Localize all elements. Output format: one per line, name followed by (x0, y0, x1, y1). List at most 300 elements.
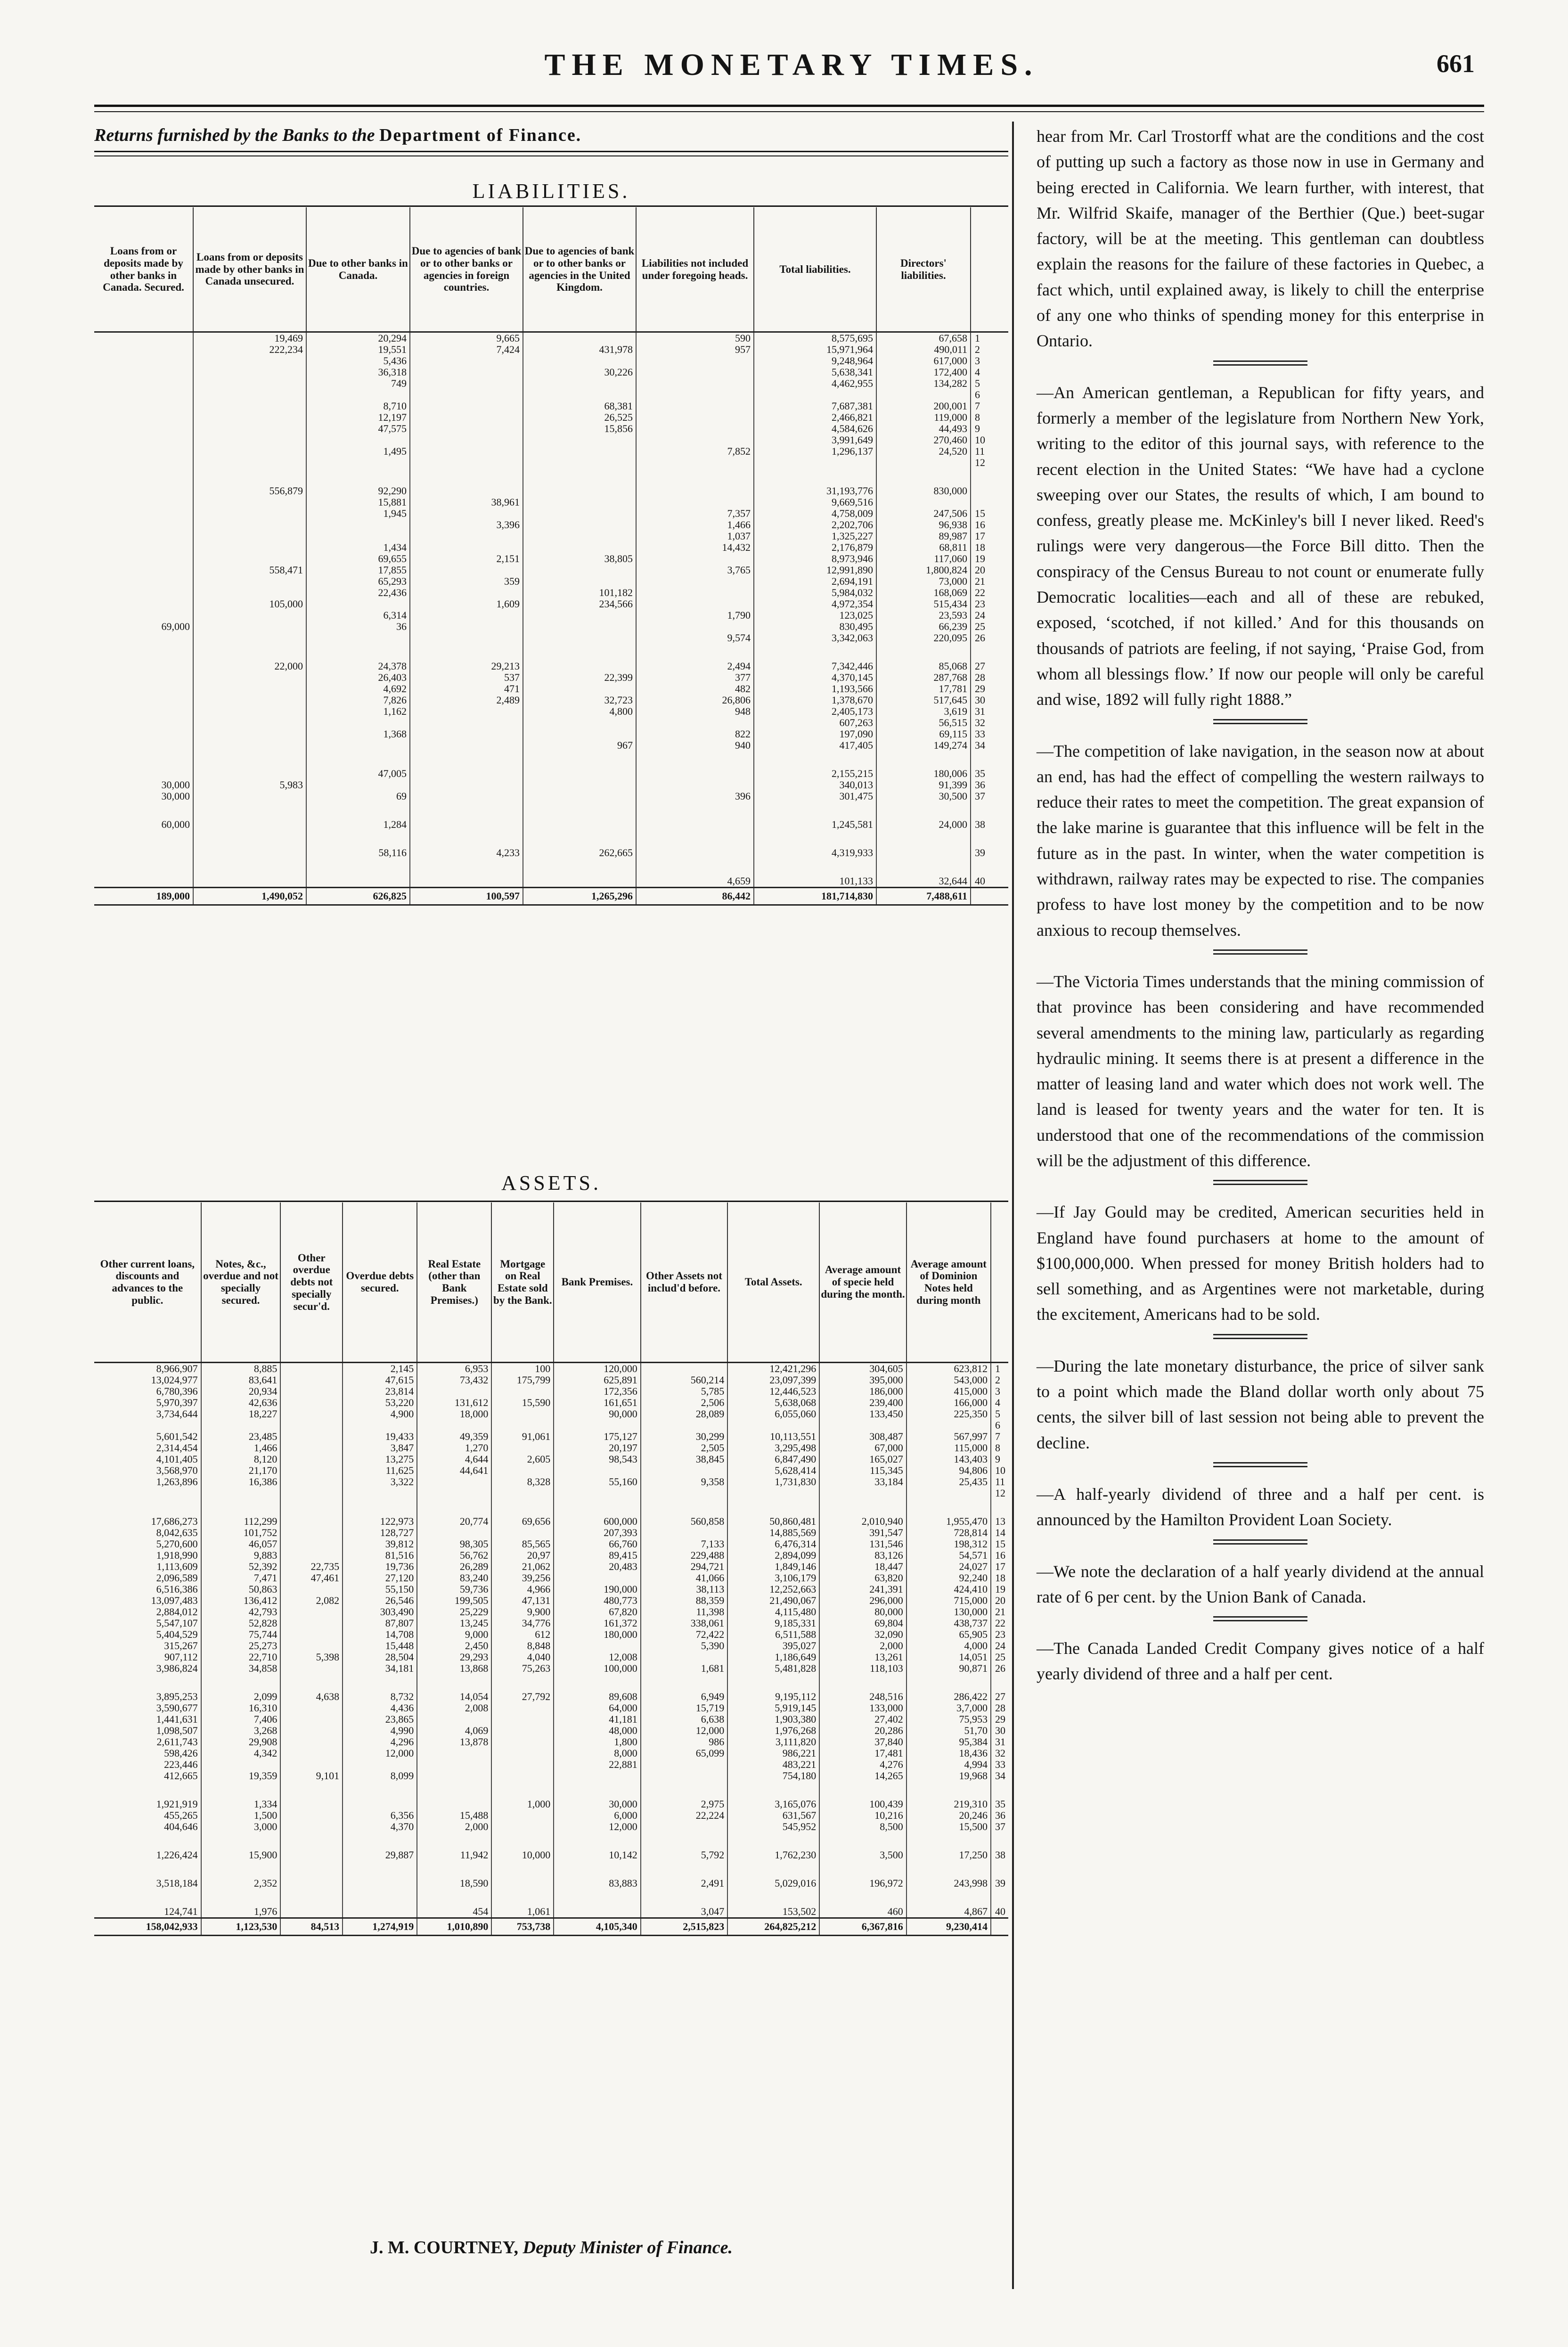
table-row (94, 1488, 1008, 1499)
value-cell (280, 1584, 343, 1595)
value-cell (410, 508, 523, 519)
table-row (94, 1550, 1008, 1561)
value-cell (280, 1386, 343, 1397)
spacer-cell (523, 859, 636, 875)
value-cell (193, 519, 306, 531)
signature-name: J. M. COURTNEY, (370, 2238, 519, 2257)
table-row (94, 695, 1008, 706)
value-cell: 36 (306, 621, 410, 632)
value-cell: 5,628,414 (727, 1465, 819, 1476)
value-cell: 5,983 (193, 779, 306, 791)
spacer-cell (306, 468, 410, 485)
row-number: 26 (971, 632, 1008, 644)
value-cell: 25,229 (417, 1606, 491, 1618)
value-cell (280, 1906, 343, 1918)
spacer-cell (727, 1674, 819, 1691)
value-cell: 6,356 (343, 1810, 417, 1821)
row-number: 36 (971, 779, 1008, 791)
spacer-cell (306, 802, 410, 819)
value-cell (410, 728, 523, 740)
value-cell (554, 1465, 641, 1476)
value-cell (306, 531, 410, 542)
value-cell: 907,112 (164, 1652, 198, 1663)
value-cell (193, 401, 306, 412)
value-cell: 13,261 (819, 1652, 906, 1663)
value-cell (410, 531, 523, 542)
row-number: 4 (971, 367, 1008, 378)
spacer-cell (971, 859, 1008, 875)
value-cell: 8,575,695 (754, 332, 876, 344)
value-cell (343, 1420, 417, 1431)
table-row (94, 1454, 1008, 1465)
row-number: 30 (971, 695, 1008, 706)
table-row (94, 1725, 1008, 1736)
value-cell: 3,322 (343, 1476, 417, 1488)
row-number: 5 (991, 1408, 1008, 1420)
paragraph-separator (1213, 1462, 1307, 1467)
value-cell (193, 847, 306, 859)
value-cell (410, 819, 523, 830)
table-row (94, 1821, 1008, 1832)
spacer-cell (636, 830, 754, 847)
value-cell: 5,984,032 (754, 587, 876, 598)
value-cell: 130,000 (906, 1606, 991, 1618)
table-row (94, 1386, 1008, 1397)
spacer-cell (727, 1889, 819, 1906)
value-cell (193, 632, 306, 644)
value-cell: 2,466,821 (754, 412, 876, 423)
value-cell (491, 1408, 554, 1420)
value-cell: 7,471 (201, 1572, 281, 1584)
table-row (94, 332, 1008, 344)
value-cell: 754,180 (727, 1770, 819, 1782)
spacer-cell (991, 1782, 1008, 1799)
value-cell: 3,765 (636, 564, 754, 576)
value-cell: 1,955,470 (906, 1516, 991, 1527)
value-cell: 8,120 (201, 1454, 281, 1465)
value-cell: 67,820 (554, 1606, 641, 1618)
spacer-cell (491, 1861, 554, 1878)
value-cell (193, 728, 306, 740)
value-cell: 262,665 (523, 847, 636, 859)
value-cell: 471 (410, 683, 523, 695)
page-header (94, 47, 1489, 99)
total-cell (971, 888, 1008, 905)
total-cell: 1,123,530 (201, 1918, 281, 1936)
row-number: 35 (991, 1799, 1008, 1810)
value-cell: 37,840 (819, 1736, 906, 1748)
value-cell: 47,131 (491, 1595, 554, 1606)
row-number: 13 (991, 1516, 1008, 1527)
value-cell: 55,150 (343, 1584, 417, 1595)
value-cell: 248,516 (819, 1691, 906, 1702)
spacer-cell (819, 1674, 906, 1691)
total-cell: 626,825 (306, 888, 410, 905)
value-cell: 81,516 (343, 1550, 417, 1561)
value-cell (636, 423, 754, 434)
row-number: 1 (991, 1363, 1008, 1375)
value-cell: 26,403 (306, 672, 410, 683)
value-cell: 3,7,000 (906, 1702, 991, 1714)
spacer-cell (94, 1499, 201, 1516)
value-cell: 26,806 (636, 695, 754, 706)
spacer-cell (906, 1674, 991, 1691)
value-cell: 59,736 (417, 1584, 491, 1595)
value-cell: 92,290 (306, 485, 410, 497)
value-cell: 26,289 (417, 1561, 491, 1572)
value-cell: 24,520 (876, 446, 971, 457)
value-cell: 1,162 (306, 706, 410, 717)
value-cell: 10,142 (554, 1849, 641, 1861)
value-cell (306, 717, 410, 728)
value-cell (193, 389, 306, 401)
value-cell: 89,415 (554, 1550, 641, 1561)
assets-title-rule (94, 1201, 1008, 1202)
value-cell: 6,953 (417, 1363, 491, 1375)
table-row (94, 412, 1008, 423)
value-cell (523, 791, 636, 802)
value-cell: 1,466 (201, 1442, 281, 1454)
value-cell: 1,098,507 (156, 1725, 198, 1736)
value-cell: 64,000 (554, 1702, 641, 1714)
value-cell: 75,953 (906, 1714, 991, 1725)
liabilities-column-header (971, 207, 1008, 332)
value-cell: 1,731,830 (727, 1476, 819, 1488)
value-cell (280, 1408, 343, 1420)
spacer-cell (280, 1782, 343, 1799)
value-cell: 517,645 (876, 695, 971, 706)
row-number (971, 497, 1008, 508)
value-cell: 4,990 (343, 1725, 417, 1736)
value-cell: 1,495 (306, 446, 410, 457)
value-cell (94, 587, 193, 598)
value-cell: 545,952 (727, 1821, 819, 1832)
value-cell: 17,855 (306, 564, 410, 576)
value-cell: 412,665 (164, 1770, 198, 1782)
value-cell: 122,973 (343, 1516, 417, 1527)
value-cell (410, 740, 523, 751)
value-cell: 2,099 (201, 1691, 281, 1702)
value-cell: 98,305 (417, 1538, 491, 1550)
value-cell: 133,000 (819, 1702, 906, 1714)
value-cell: 153,502 (727, 1906, 819, 1918)
table-row (94, 717, 1008, 728)
value-cell: 196,972 (819, 1878, 906, 1889)
value-cell: 715,000 (906, 1595, 991, 1606)
value-cell: 115,000 (906, 1442, 991, 1454)
value-cell (636, 389, 754, 401)
value-cell: 27,120 (343, 1572, 417, 1584)
spacer-cell (94, 1782, 201, 1799)
row-number: 20 (971, 564, 1008, 576)
value-cell (306, 389, 410, 401)
row-number: 9 (971, 423, 1008, 434)
value-cell: 1,466 (636, 519, 754, 531)
value-cell: 24,027 (906, 1561, 991, 1572)
news-paragraph: hear from Mr. Carl Trostorff what are the conditions and the cost of putting up such a factory as those now in use in Germany and being erected in California. We learn further, with interest, that Mr. Wilfrid Skaife, manager of the Berthier (Que.) beet-sugar factory, will be at the meeting. This gentleman can doubtless explain the reasons for the failure of these factories in Quebec, a fact which, until explained away, is likely to chill the enterprise of any one who thinks of spending money for this enterprise in Ontario. (1037, 127, 1484, 351)
value-cell: 20,483 (554, 1561, 641, 1572)
value-cell: 8,973,946 (754, 553, 876, 564)
value-cell (193, 355, 306, 367)
row-number: 28 (991, 1702, 1008, 1714)
news-paragraph: —We note the declaration of a half yearly dividend at the annual rate of 6 per cent. by the Union Bank of Canada. (1037, 1562, 1484, 1606)
value-cell: 13,245 (417, 1618, 491, 1629)
news-paragraph: —The Victoria Times understands that the mining commission of that province has been considering and have recommended several amendments to the mining law, particularly as regarding hydraulic mining. It seems there is at present a difference in the matter of leasing land and water which does not work well. The land is leased for twenty years and the water for ten. It is understood that one of the recommendations of the commission will be the adjustment of this difference. (1037, 972, 1484, 1170)
spacer-cell (906, 1889, 991, 1906)
value-cell (554, 1640, 641, 1652)
value-cell: 5,270,600 (156, 1538, 198, 1550)
value-cell: 6,476,314 (727, 1538, 819, 1550)
value-cell: 4,101,405 (156, 1454, 198, 1465)
table-row (94, 1748, 1008, 1759)
value-cell (94, 728, 193, 740)
spacer-cell (94, 1889, 201, 1906)
spacer-cell (636, 644, 754, 661)
value-cell: 1,245,581 (754, 819, 876, 830)
table-row (94, 672, 1008, 683)
row-number: 8 (971, 412, 1008, 423)
value-cell: 11,398 (641, 1606, 728, 1618)
value-cell (94, 519, 193, 531)
table-row (94, 621, 1008, 632)
value-cell: 73,000 (876, 576, 971, 587)
table-row (94, 1663, 1008, 1674)
value-cell: 20,286 (819, 1725, 906, 1736)
value-cell: 21,062 (491, 1561, 554, 1572)
value-cell: 5,481,828 (727, 1663, 819, 1674)
value-cell: 1,681 (641, 1663, 728, 1674)
value-cell: 46,057 (201, 1538, 281, 1550)
value-cell (280, 1663, 343, 1674)
value-cell: 2,008 (417, 1702, 491, 1714)
value-cell: 47,461 (280, 1572, 343, 1584)
value-cell: 22,000 (193, 661, 306, 672)
value-cell (94, 457, 193, 468)
value-cell: 9,101 (280, 1770, 343, 1782)
value-cell: 5,792 (641, 1849, 728, 1861)
value-cell: 220,095 (876, 632, 971, 644)
value-cell (193, 542, 306, 553)
value-cell (280, 1821, 343, 1832)
value-cell: 12,000 (554, 1821, 641, 1832)
value-cell (554, 1488, 641, 1499)
row-number: 8 (991, 1442, 1008, 1454)
value-cell (193, 378, 306, 389)
value-cell: 91,399 (876, 779, 971, 791)
value-cell: 2,151 (410, 553, 523, 564)
spacer-cell (554, 1499, 641, 1516)
value-cell: 2,605 (491, 1454, 554, 1465)
value-cell: 1,368 (306, 728, 410, 740)
value-cell: 625,891 (554, 1374, 641, 1386)
value-cell: 14,054 (417, 1691, 491, 1702)
value-cell: 294,721 (641, 1561, 728, 1572)
value-cell: 7,342,446 (754, 661, 876, 672)
value-cell (193, 621, 306, 632)
spacer-cell (94, 1861, 201, 1878)
value-cell: 175,127 (554, 1431, 641, 1442)
total-cell: 7,488,611 (876, 888, 971, 905)
value-cell: 52,828 (201, 1618, 281, 1629)
value-cell: 4,233 (410, 847, 523, 859)
value-cell (410, 542, 523, 553)
value-cell (417, 1527, 491, 1538)
value-cell: 243,998 (906, 1878, 991, 1889)
value-cell: 25,273 (201, 1640, 281, 1652)
table-row (94, 1420, 1008, 1431)
value-cell (491, 1386, 554, 1397)
value-cell: 24,378 (306, 661, 410, 672)
spacer-cell (876, 859, 971, 875)
value-cell: 515,434 (876, 598, 971, 610)
value-cell (523, 564, 636, 576)
value-cell: 617,000 (876, 355, 971, 367)
spacer-cell (991, 1832, 1008, 1849)
value-cell: 65,905 (906, 1629, 991, 1640)
value-cell: 4,342 (201, 1748, 281, 1759)
value-cell: 118,103 (819, 1663, 906, 1674)
spacer-cell (906, 1782, 991, 1799)
value-cell (94, 367, 193, 378)
value-cell (94, 695, 193, 706)
table-row (94, 1878, 1008, 1889)
liabilities-column-header: Due to other banks in Canada. (306, 207, 410, 332)
value-cell: 20,197 (554, 1442, 641, 1454)
value-cell: 986,221 (727, 1748, 819, 1759)
value-cell: 161,651 (554, 1397, 641, 1408)
liabilities-column-header: Due to agencies of bank or to other banks or agencies in foreign countries. (410, 207, 523, 332)
value-cell: 2,894,099 (727, 1550, 819, 1561)
value-cell: 44,493 (876, 423, 971, 434)
spacer-cell (193, 859, 306, 875)
spacer-cell (641, 1782, 728, 1799)
spacer-cell (306, 644, 410, 661)
value-cell: 88,359 (641, 1595, 728, 1606)
value-cell: 4,462,955 (754, 378, 876, 389)
value-cell: 9,195,112 (727, 1691, 819, 1702)
value-cell: 172,400 (876, 367, 971, 378)
value-cell: 149,274 (876, 740, 971, 751)
total-cell: 181,714,830 (754, 888, 876, 905)
value-cell: 22,881 (554, 1759, 641, 1770)
spacer-cell (754, 859, 876, 875)
value-cell: 1,762,230 (727, 1849, 819, 1861)
news-paragraph: —A half-yearly dividend of three and a half per cent. is announced by the Hamilton Provident Loan Society. (1037, 1484, 1484, 1529)
value-cell: 131,546 (819, 1538, 906, 1550)
value-cell: 7,826 (306, 695, 410, 706)
value-cell: 27,402 (819, 1714, 906, 1725)
table-spacer-row (94, 751, 1008, 768)
spacer-cell (971, 802, 1008, 819)
value-cell: 2,155,215 (754, 768, 876, 779)
row-number (971, 485, 1008, 497)
value-cell: 96,938 (876, 519, 971, 531)
value-cell: 10,113,551 (727, 1431, 819, 1442)
value-cell: 2,314,454 (156, 1442, 198, 1454)
value-cell (94, 717, 193, 728)
spacer-cell (554, 1889, 641, 1906)
value-cell (523, 542, 636, 553)
value-cell: 101,752 (201, 1527, 281, 1538)
value-cell: 48,000 (554, 1725, 641, 1736)
value-cell (410, 768, 523, 779)
row-number: 2 (971, 344, 1008, 355)
value-cell: 53,220 (343, 1397, 417, 1408)
value-cell: 9,900 (491, 1606, 554, 1618)
value-cell: 89,987 (876, 531, 971, 542)
spacer-cell (754, 468, 876, 485)
value-cell (906, 1488, 991, 1499)
value-cell: 5,404,529 (156, 1629, 198, 1640)
value-cell: 560,858 (641, 1516, 728, 1527)
spacer-cell (991, 1889, 1008, 1906)
value-cell: 19,359 (201, 1770, 281, 1782)
table-row (94, 1561, 1008, 1572)
value-cell (636, 412, 754, 423)
value-cell: 83,883 (554, 1878, 641, 1889)
spacer-cell (819, 1889, 906, 1906)
assets-column-header: Other Assets not includ'd before. (641, 1202, 728, 1363)
table-row (94, 683, 1008, 695)
value-cell: 98,543 (554, 1454, 641, 1465)
spacer-cell (193, 830, 306, 847)
value-cell: 100 (491, 1363, 554, 1375)
value-cell: 85,565 (491, 1538, 554, 1550)
value-cell (636, 457, 754, 468)
value-cell (523, 610, 636, 621)
value-cell (636, 598, 754, 610)
table-row (94, 1397, 1008, 1408)
column-divider (1012, 122, 1014, 2289)
table-row (94, 1516, 1008, 1527)
value-cell: 3,268 (201, 1725, 281, 1736)
spacer-cell (641, 1832, 728, 1849)
table-row (94, 423, 1008, 434)
value-cell (280, 1702, 343, 1714)
total-cell: 6,367,816 (819, 1918, 906, 1936)
value-cell (280, 1618, 343, 1629)
value-cell (417, 1748, 491, 1759)
value-cell: 15,488 (417, 1810, 491, 1821)
value-cell (410, 423, 523, 434)
value-cell: 8,099 (343, 1770, 417, 1782)
table-row (94, 1442, 1008, 1454)
value-cell (727, 1488, 819, 1499)
value-cell (523, 621, 636, 632)
value-cell: 44,641 (417, 1465, 491, 1476)
header-rule-top (94, 105, 1484, 107)
value-cell: 948 (636, 706, 754, 717)
value-cell: 2,145 (343, 1363, 417, 1375)
table-row (94, 1374, 1008, 1386)
row-number: 27 (991, 1691, 1008, 1702)
value-cell: 3,047 (641, 1906, 728, 1918)
table-spacer-row (94, 1889, 1008, 1906)
value-cell: 395,027 (727, 1640, 819, 1652)
value-cell: 377 (636, 672, 754, 683)
table-row (94, 598, 1008, 610)
spacer-cell (201, 1782, 281, 1799)
table-row (94, 1770, 1008, 1782)
value-cell (491, 1736, 554, 1748)
table-row (94, 1810, 1008, 1821)
value-cell (201, 1420, 281, 1431)
row-number: 25 (991, 1652, 1008, 1663)
value-cell: 7,357 (636, 508, 754, 519)
value-cell: 1,061 (491, 1906, 554, 1918)
value-cell: 490,011 (876, 344, 971, 355)
value-cell: 200,001 (876, 401, 971, 412)
